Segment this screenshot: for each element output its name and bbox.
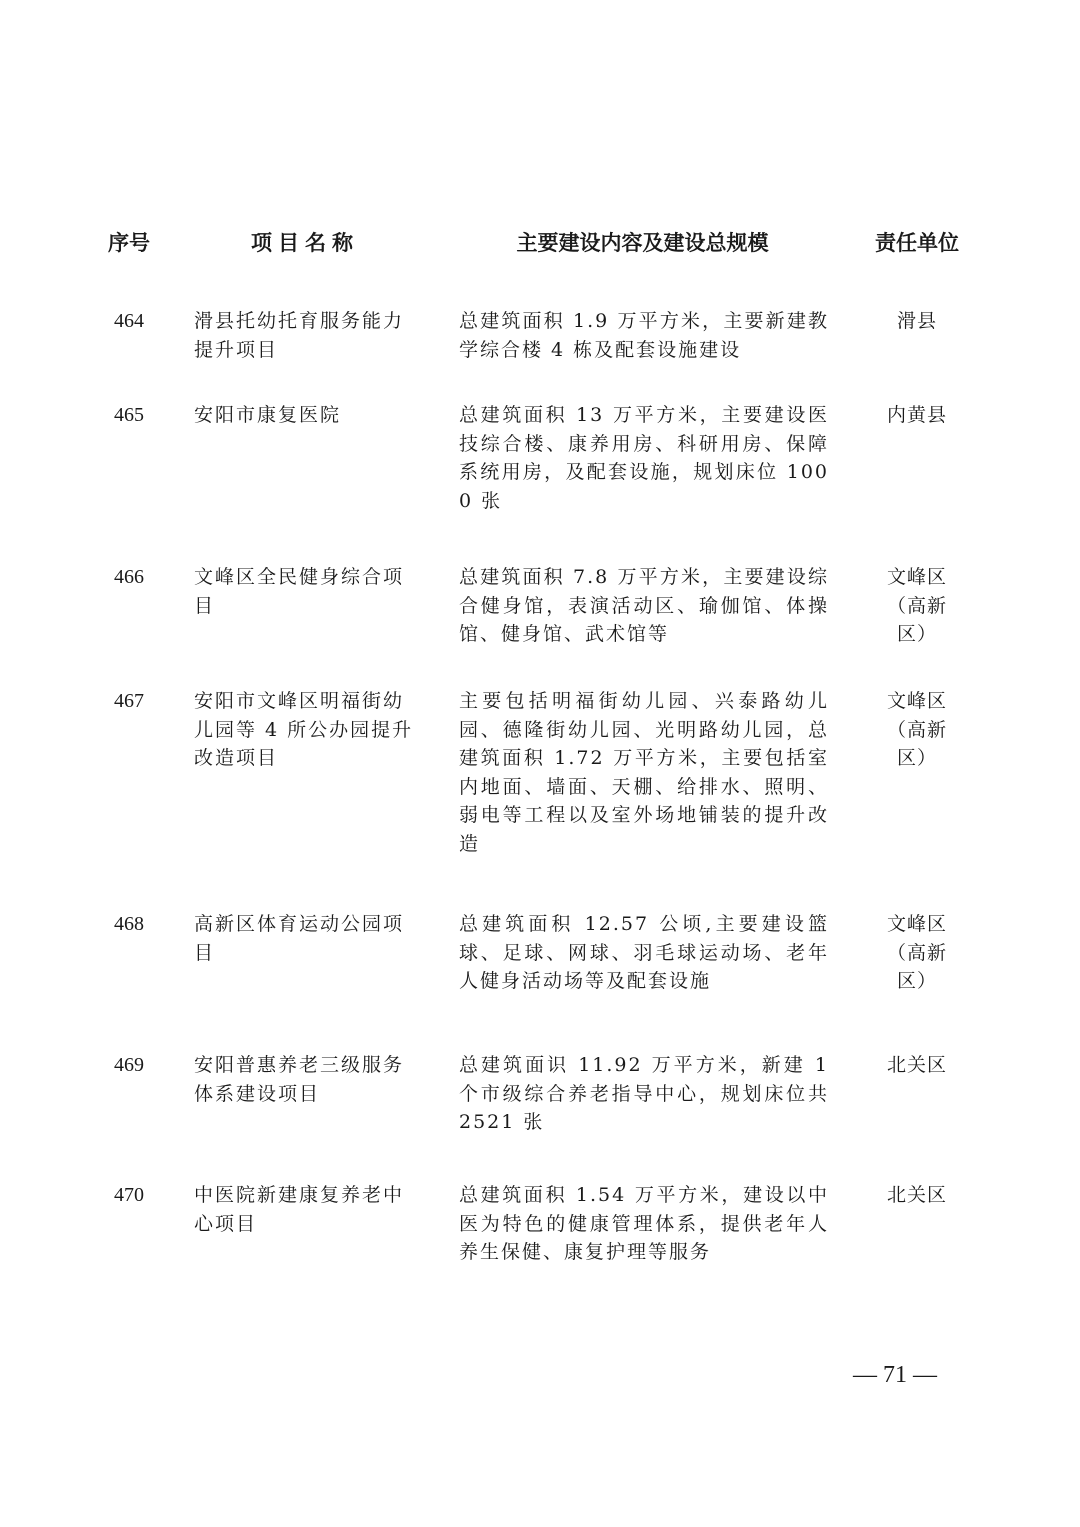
row-responsible-unit: 北关区 xyxy=(886,1054,947,1076)
row-responsible-unit: 文峰区（高新区） xyxy=(886,690,947,769)
header-project-name: 项目名称 xyxy=(251,231,359,255)
row-project-name: 安阳普惠养老三级服务体系建设项目 xyxy=(194,1054,405,1105)
row-responsible-unit: 北关区 xyxy=(886,1184,947,1206)
row-project-name: 高新区体育运动公园项目 xyxy=(194,913,405,964)
row-project-name: 中医院新建康复养老中心项目 xyxy=(194,1184,405,1235)
row-seq: 464 xyxy=(114,310,144,332)
row-content: 总建筑面识 11.92 万平方米，新建 1 个市级综合养老指导中心，规划床位共 2521 张 xyxy=(459,1054,829,1133)
header-content: 主要建设内容及建设总规模 xyxy=(516,231,769,255)
row-seq: 467 xyxy=(114,690,144,712)
row-responsible-unit: 文峰区（高新区） xyxy=(886,913,947,992)
row-content: 总建筑面积 1.9 万平方米，主要新建教学综合楼 4 栋及配套设施建设 xyxy=(459,310,829,361)
row-responsible-unit: 滑县 xyxy=(896,310,937,332)
row-seq: 470 xyxy=(114,1184,144,1206)
header-responsible-unit: 责任单位 xyxy=(875,231,959,255)
row-seq: 468 xyxy=(114,913,144,935)
row-project-name: 安阳市康复医院 xyxy=(194,404,342,426)
row-content: 总建筑面积 12.57 公顷,主要建设篮球、足球、网球、羽毛球运动场、老年人健身活动场等及配套设施 xyxy=(459,913,829,992)
row-content: 总建筑面积 13 万平方米，主要建设医技综合楼、康养用房、科研用房、保障系统用房，及配套设施，规划床位 1000 张 xyxy=(459,404,829,512)
row-project-name: 滑县托幼托育服务能力提升项目 xyxy=(194,310,405,361)
row-project-name: 文峰区全民健身综合项目 xyxy=(194,566,405,617)
header-seq: 序号 xyxy=(108,231,150,255)
page-number: — 71 — xyxy=(853,1362,937,1388)
row-responsible-unit: 内黄县 xyxy=(886,404,947,426)
row-project-name: 安阳市文峰区明福街幼儿园等 4 所公办园提升改造项目 xyxy=(194,690,414,769)
row-content: 主要包括明福街幼儿园、兴泰路幼儿园、德隆街幼儿园、光明路幼儿园，总建筑面积 1.72 万平方米，主要包括室内地面、墙面、天棚、给排水、照明、弱电等工程以及室外场地铺装的提升改造 xyxy=(459,690,829,855)
row-content: 总建筑面积 1.54 万平方米，建设以中医为特色的健康管理体系，提供老年人养生保健、康复护理等服务 xyxy=(459,1184,829,1263)
row-seq: 469 xyxy=(114,1054,144,1076)
row-seq: 466 xyxy=(114,566,144,588)
row-content: 总建筑面积 7.8 万平方米，主要建设综合健身馆，表演活动区、瑜伽馆、体操馆、健身馆、武术馆等 xyxy=(459,566,829,645)
row-seq: 465 xyxy=(114,404,144,426)
row-responsible-unit: 文峰区（高新区） xyxy=(886,566,947,645)
